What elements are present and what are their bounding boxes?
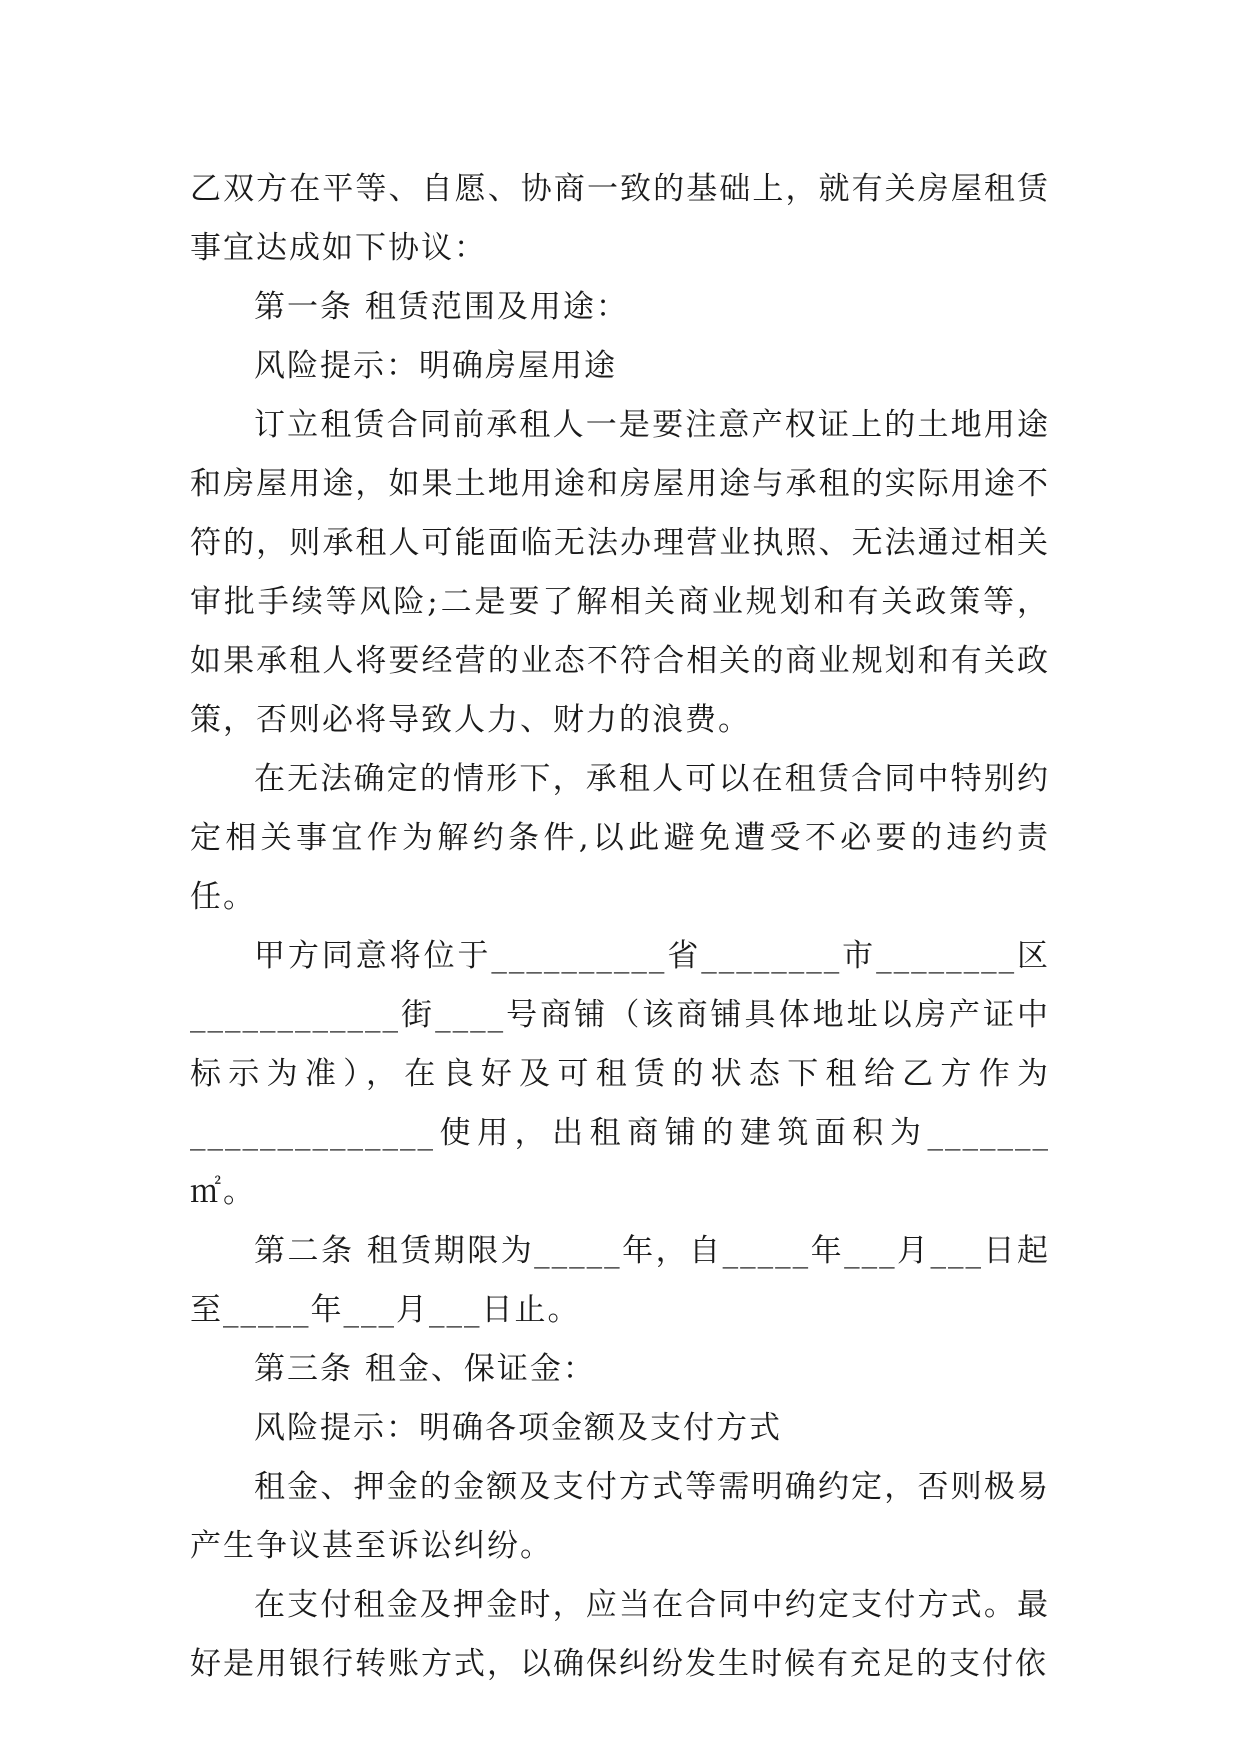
risk-tip-usage: 风险提示：明确房屋用途 bbox=[254, 348, 617, 384]
paragraph-payment-method: 在支付租金及押金时，应当在合同中约定支付方式。最好是用银行转账方式，以确保纠纷发生时候有充足的支付依 bbox=[190, 1587, 1050, 1682]
paragraph-termination-condition: 在无法确定的情形下，承租人可以在租赁合同中特别约定相关事宜作为解约条件,以此避免遭受不必要的违约责任。 bbox=[190, 761, 1050, 915]
paragraph-payment-dispute: 租金、押金的金额及支付方式等需明确约定，否则极易产生争议甚至诉讼纠纷。 bbox=[190, 1469, 1050, 1564]
article-1-heading: 第一条 租赁范围及用途： bbox=[254, 289, 629, 325]
article-2-lease-term: 第二条 租赁期限为_____年，自_____年___月___日起至_____年___月___日止。 bbox=[190, 1233, 1050, 1328]
document-body bbox=[190, 160, 1050, 1694]
paragraph-intro: 乙双方在平等、自愿、协商一致的基础上，就有关房屋租赁事宜达成如下协议： bbox=[190, 171, 1050, 266]
paragraph-premises-location: 甲方同意将位于__________省________市________区____________街____号商铺（该商铺具体地址以房产证中标示为准），在良好及可租赁的状态下租给乙方作为______________使用，出租商铺的建筑面积为_______㎡。 bbox=[190, 938, 1050, 1210]
paragraph-usage-explanation: 订立租赁合同前承租人一是要注意产权证上的土地用途和房屋用途，如果土地用途和房屋用途与承租的实际用途不符的，则承租人可能面临无法办理营业执照、无法通过相关审批手续等风险;二是要了解相关商业规划和有关政策等，如果承租人将要经营的业态不符合相关的商业规划和有关政策，否则必将导致人力、财力的浪费。 bbox=[190, 407, 1050, 738]
article-3-heading: 第三条 租金、保证金： bbox=[254, 1351, 596, 1387]
risk-tip-payment: 风险提示：明确各项金额及支付方式 bbox=[254, 1410, 782, 1446]
